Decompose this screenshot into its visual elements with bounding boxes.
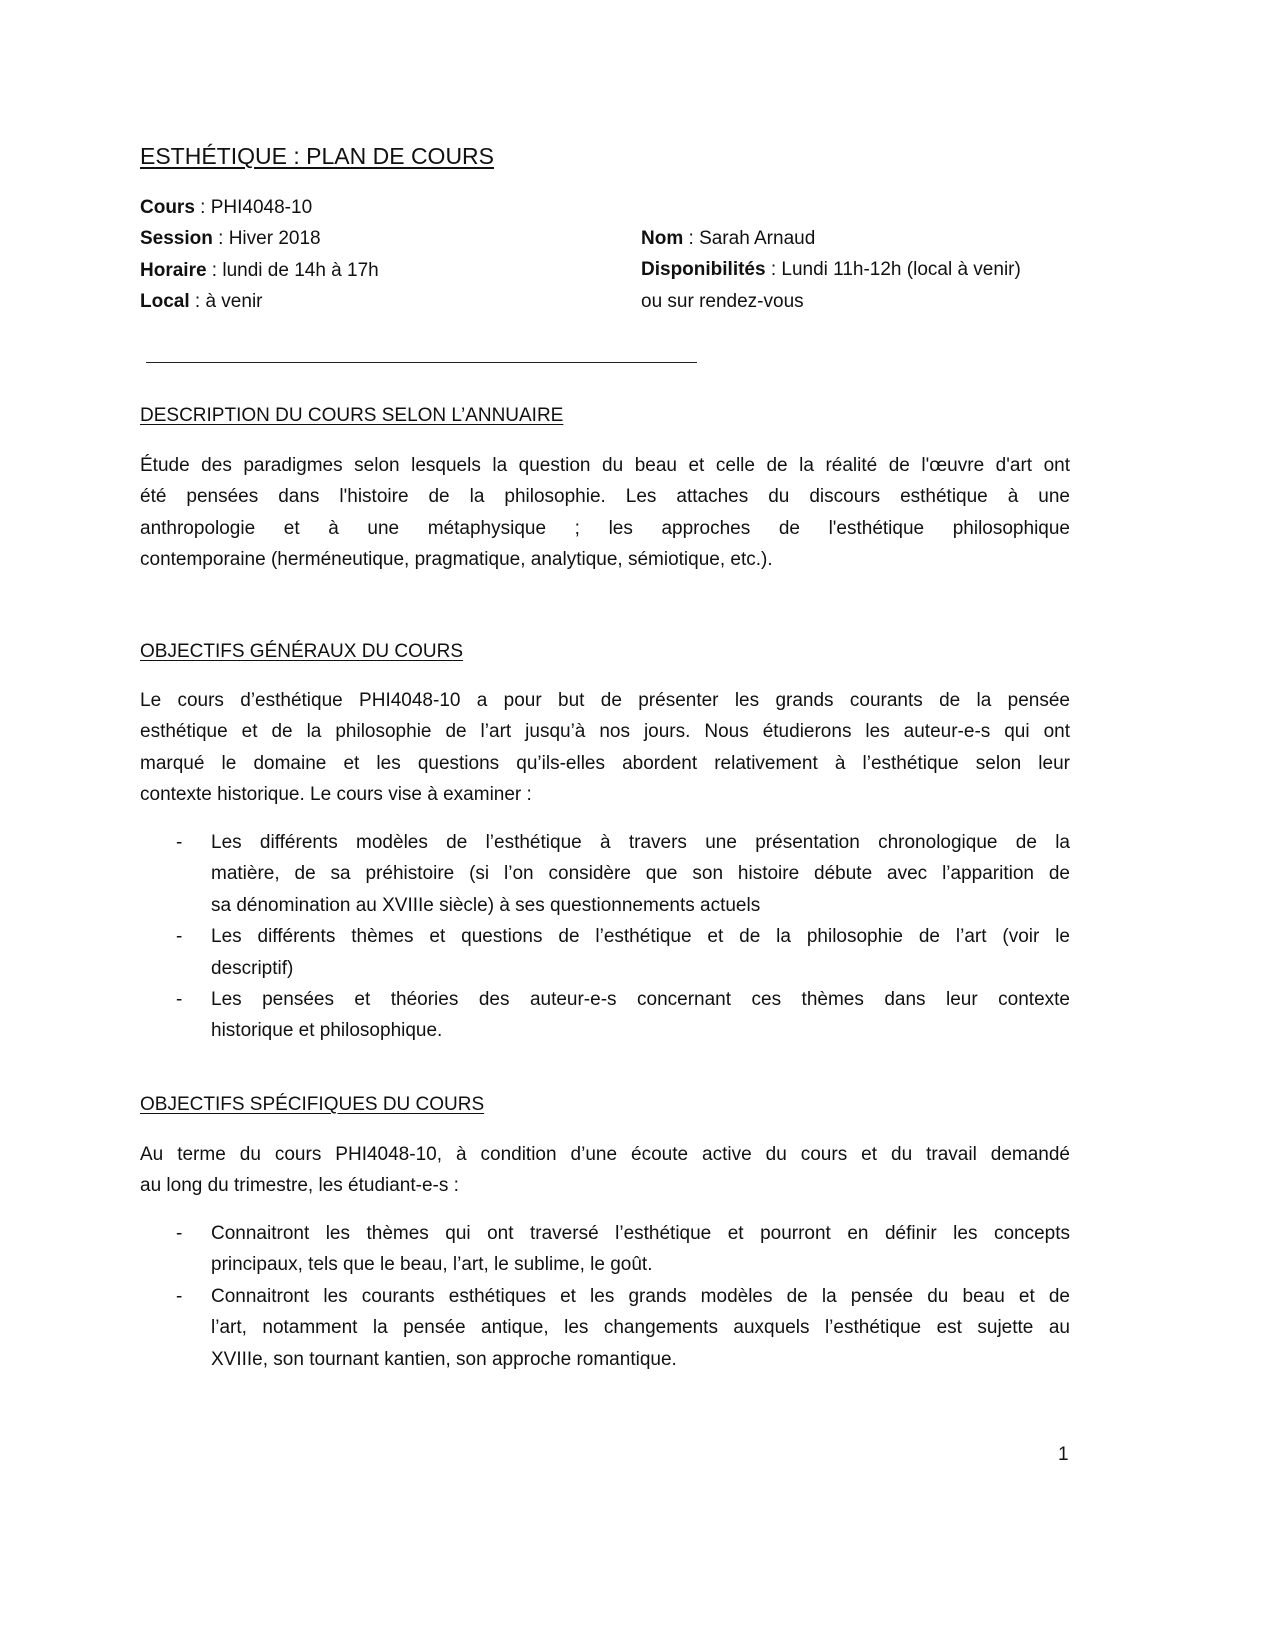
description-paragraph bbox=[140, 450, 1070, 576]
text-line: au long du trimestre, les étudiant-e-s : bbox=[140, 1175, 459, 1197]
course-session: Session : Hiver 2018 bbox=[140, 228, 321, 250]
availability: Disponibilités : Lundi 11h-12h (local à venir) bbox=[641, 259, 1021, 281]
list-item: - Connaitront les thèmes qui ont traversé l’esthétique et pourront en définir les concepts principaux, tels que le beau, l’art, le sublime, le goût. bbox=[140, 1218, 1070, 1281]
text-line: Les différents thèmes et questions de l’esthétique et de la philosophie de l’art (voir le bbox=[211, 926, 1070, 948]
text-line: matière, de sa préhistoire (si l’on considère que son histoire débute avec l’apparition de bbox=[211, 863, 1070, 885]
text-line: été pensées dans l'histoire de la philosophie. Les attaches du discours esthétique à une bbox=[140, 486, 1070, 508]
text-line: XVIIIe, son tournant kantien, son approche romantique. bbox=[211, 1348, 677, 1370]
text-line: Connaitront les thèmes qui ont traversé l’esthétique et pourront en définir les concepts bbox=[211, 1223, 1070, 1244]
text-line: descriptif) bbox=[211, 957, 294, 979]
text-line: Au terme du cours PHI4048-10, à condition d’une écoute active du cours et du travail demandé bbox=[140, 1144, 1070, 1165]
text-line: Étude des paradigmes selon lesquels la question du beau et celle de la réalité de l'œuvre d'art ont bbox=[140, 455, 1070, 476]
course-info-right bbox=[641, 223, 1021, 317]
list-item: - Les différents modèles de l’esthétique à travers une présentation chronologique de la matière, de sa préhistoire (si l’on considère que son histoire débute avec l’apparition de sa dénomination au XVIIIe siècle) à ses questionnements actuels bbox=[140, 827, 1070, 921]
list-item: - Les différents thèmes et questions de l’esthétique et de la philosophie de l’art (voir le descriptif) bbox=[140, 921, 1070, 984]
specific-objectives-paragraph bbox=[140, 1139, 1070, 1202]
general-objectives-paragraph bbox=[140, 685, 1070, 811]
text-line: marqué le domaine et les questions qu’ils-elles abordent relativement à l’esthétique selon leur bbox=[140, 752, 1070, 774]
text-line: sa dénomination au XVIIIe siècle) à ses questionnements actuels bbox=[211, 894, 761, 916]
text-line: principaux, tels que le beau, l’art, le sublime, le goût. bbox=[211, 1254, 653, 1276]
page-title: ESTHÉTIQUE : PLAN DE COURS bbox=[140, 143, 495, 169]
heading-specific-objectives: OBJECTIFS SPÉCIFIQUES DU COURS bbox=[140, 1094, 485, 1115]
text-line: contemporaine (herméneutique, pragmatique, analytique, sémiotique, etc.). bbox=[140, 549, 773, 571]
availability-cont: ou sur rendez-vous bbox=[641, 290, 804, 312]
general-objectives-list bbox=[140, 827, 1070, 1047]
course-code: Cours : PHI4048-10 bbox=[140, 197, 313, 218]
text-line: l’art, notamment la pensée antique, les changements auxquels l’esthétique est sujette au bbox=[211, 1317, 1070, 1339]
text-line: Le cours d’esthétique PHI4048-10 a pour but de présenter les grands courants de la pensée bbox=[140, 690, 1070, 711]
divider bbox=[146, 362, 697, 363]
text-line: anthropologie et à une métaphysique ; les approches de l'esthétique philosophique bbox=[140, 517, 1070, 539]
heading-general-objectives: OBJECTIFS GÉNÉRAUX DU COURS bbox=[140, 641, 464, 662]
text-line: Les pensées et théories des auteur-e-s concernant ces thèmes dans leur contexte bbox=[211, 989, 1070, 1011]
instructor-name: Nom : Sarah Arnaud bbox=[641, 228, 816, 249]
list-item: - Les pensées et théories des auteur-e-s concernant ces thèmes dans leur contexte historique et philosophique. bbox=[140, 984, 1070, 1047]
text-line: contexte historique. Le cours vise à examiner : bbox=[140, 784, 532, 806]
course-schedule: Horaire : lundi de 14h à 17h bbox=[140, 259, 379, 281]
specific-objectives-list bbox=[140, 1218, 1070, 1375]
course-info-left bbox=[140, 192, 379, 317]
course-room: Local : à venir bbox=[140, 290, 263, 312]
text-line: historique et philosophique. bbox=[211, 1020, 443, 1042]
heading-description: DESCRIPTION DU COURS SELON L’ANNUAIRE bbox=[140, 405, 564, 426]
text-line: Les différents modèles de l’esthétique à travers une présentation chronologique de la bbox=[211, 832, 1070, 853]
text-line: esthétique et de la philosophie de l’art jusqu’à nos jours. Nous étudierons les auteur-e-s qui ont bbox=[140, 721, 1070, 743]
page-number: 1 bbox=[1058, 1444, 1069, 1465]
list-item: - Connaitront les courants esthétiques et les grands modèles de la pensée du beau et de l’art, notamment la pensée antique, les changements auxquels l’esthétique est sujette au XVIIIe, son tournant kantien, son approche romantique. bbox=[140, 1281, 1070, 1375]
text-line: Connaitront les courants esthétiques et les grands modèles de la pensée du beau et de bbox=[211, 1285, 1070, 1307]
